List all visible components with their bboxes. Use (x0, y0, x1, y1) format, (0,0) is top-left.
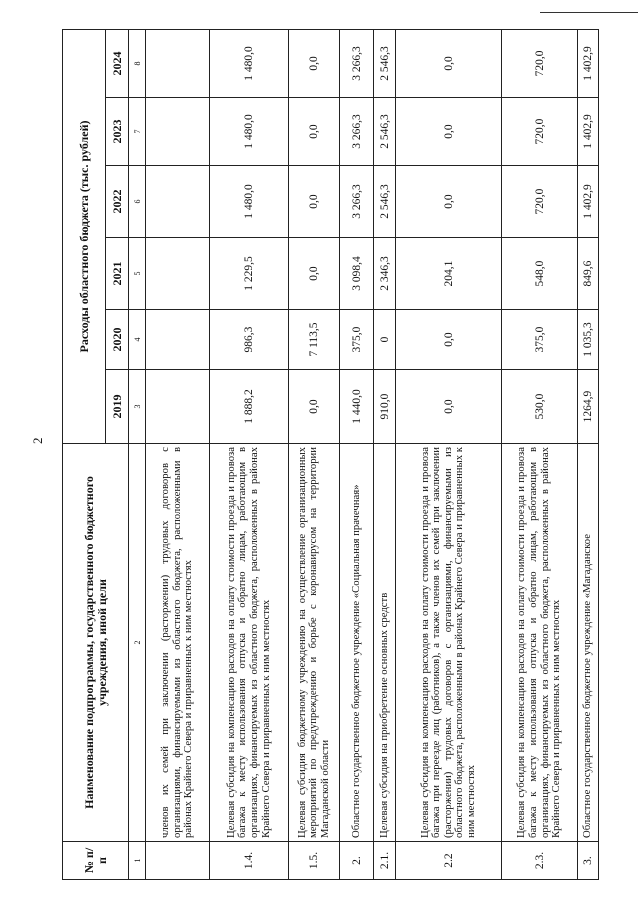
row-number: 2.3. (502, 842, 578, 880)
header-year: 2020 (106, 310, 129, 370)
row-value: 849,6 (578, 238, 599, 310)
row-value: 2 546,3 (374, 98, 396, 166)
row-number: 1.5. (289, 842, 340, 880)
row-value: 986,3 (210, 310, 289, 370)
row-value: 0 (374, 310, 396, 370)
table-row (578, 29, 599, 879)
row-value: 0,0 (289, 238, 340, 310)
column-index: 6 (129, 166, 146, 238)
row-value: 1 888,2 (210, 370, 289, 444)
corner-rule (540, 12, 638, 13)
row-value: 1 440,0 (340, 370, 374, 444)
row-name: Целевая субсидия на компенсацию расходов на оплату стоимости проезда и провоза багажа к месту использования отпуска и обратно лицам, работающим в организациях, финансируемых из областного бюджета, расположенных в районах Крайнего Севера и приравненных к ним местностях (210, 444, 289, 842)
row-value: 0,0 (396, 370, 502, 444)
row-value (146, 98, 210, 166)
table-row (340, 29, 374, 879)
row-value: 1 402,9 (578, 29, 599, 97)
table-row (210, 29, 289, 879)
header-name: Наименование подпрограммы, государственного бюджетного учреждения, иной цели (63, 444, 129, 842)
row-value: 7 113,5 (289, 310, 340, 370)
column-index-row (129, 29, 146, 879)
table-row (146, 29, 210, 879)
header-year: 2021 (106, 238, 129, 310)
row-value: 0,0 (289, 29, 340, 97)
row-value: 375,0 (502, 310, 578, 370)
row-value: 3 266,3 (340, 29, 374, 97)
row-value: 1 402,9 (578, 98, 599, 166)
table-row (502, 29, 578, 879)
header-year: 2023 (106, 98, 129, 166)
column-index: 7 (129, 98, 146, 166)
row-value: 3 266,3 (340, 166, 374, 238)
row-value: 2 546,3 (374, 29, 396, 97)
header-year: 2022 (106, 166, 129, 238)
row-value (146, 310, 210, 370)
row-value: 548,0 (502, 238, 578, 310)
rotated-table-wrapper (62, 30, 594, 880)
row-value: 3 098,4 (340, 238, 374, 310)
row-value: 910,0 (374, 370, 396, 444)
row-name: Областное государственное бюджетное учреждение «Магаданское (578, 444, 599, 842)
column-index: 8 (129, 29, 146, 97)
row-value: 1 480,0 (210, 98, 289, 166)
page-number: 2 (30, 437, 45, 444)
header-expenses: Расходы областного бюджета (тыс. рублей) (63, 29, 106, 443)
row-value: 3 266,3 (340, 98, 374, 166)
header-year: 2019 (106, 370, 129, 444)
row-value: 1 480,0 (210, 29, 289, 97)
row-value: 204,1 (396, 238, 502, 310)
row-number: 2. (340, 842, 374, 880)
row-value: 0,0 (396, 98, 502, 166)
row-value: 720,0 (502, 98, 578, 166)
column-index: 2 (129, 444, 146, 842)
header-no: № п/п (63, 842, 129, 880)
row-name: Целевая субсидия на компенсацию расходов на оплату стоимости проезда и провоза багажа при переезде лиц (работников), а также членов их семей при заключении (расторжении) трудовых договоров с организациями, финансируемыми из областного бюджета, расположенными в районах Крайнего Севера и приравненных к ним местностях (396, 444, 502, 842)
row-name: членов их семей при заключении (расторжении) трудовых договоров с организациями, финансируемыми из областного бюджета, расположенными в районах Крайнего Севера и приравненных к ним местностях (146, 444, 210, 842)
budget-table (62, 29, 599, 880)
column-index: 5 (129, 238, 146, 310)
row-value: 1 035,3 (578, 310, 599, 370)
row-name: Целевая субсидия на компенсацию расходов на оплату стоимости проезда и провоза багажа к месту использования отпуска и обратно лицам, работающим в организациях, финансируемых из областного бюджета, расположенных в районах Крайнего Севера и приравненных к ним местностях (502, 444, 578, 842)
row-value: 375,0 (340, 310, 374, 370)
row-value: 720,0 (502, 29, 578, 97)
row-value: 2 346,3 (374, 238, 396, 310)
row-value (146, 238, 210, 310)
column-index: 4 (129, 310, 146, 370)
row-number: 1.4. (210, 842, 289, 880)
row-value (146, 370, 210, 444)
row-number: 3. (578, 842, 599, 880)
row-value: 1 480,0 (210, 166, 289, 238)
column-index: 1 (129, 842, 146, 880)
row-value: 0,0 (396, 166, 502, 238)
row-number: 2.2 (396, 842, 502, 880)
table-row (396, 29, 502, 879)
row-value: 0,0 (289, 166, 340, 238)
row-value: 720,0 (502, 166, 578, 238)
row-value: 530,0 (502, 370, 578, 444)
row-value: 0,0 (396, 310, 502, 370)
row-value: 1 402,9 (578, 166, 599, 238)
row-value: 2 546,3 (374, 166, 396, 238)
row-name: Областное государственное бюджетное учреждение «Социальная прачечная» (340, 444, 374, 842)
row-value (146, 29, 210, 97)
row-value: 1264,9 (578, 370, 599, 444)
row-value: 0,0 (289, 370, 340, 444)
row-value: 1 229,5 (210, 238, 289, 310)
row-number: 2.1. (374, 842, 396, 880)
row-name: Целевая субсидия на приобретение основных средств (374, 444, 396, 842)
row-value: 0,0 (396, 29, 502, 97)
table-row (374, 29, 396, 879)
row-number (146, 842, 210, 880)
row-name: Целевая субсидия бюджетному учреждению на осуществление организационных мероприятий по предупреждению и борьбе с коронавирусом на территории Магаданской области (289, 444, 340, 842)
row-value (146, 166, 210, 238)
table-row (289, 29, 340, 879)
row-value: 0,0 (289, 98, 340, 166)
column-index: 3 (129, 370, 146, 444)
header-year: 2024 (106, 29, 129, 97)
